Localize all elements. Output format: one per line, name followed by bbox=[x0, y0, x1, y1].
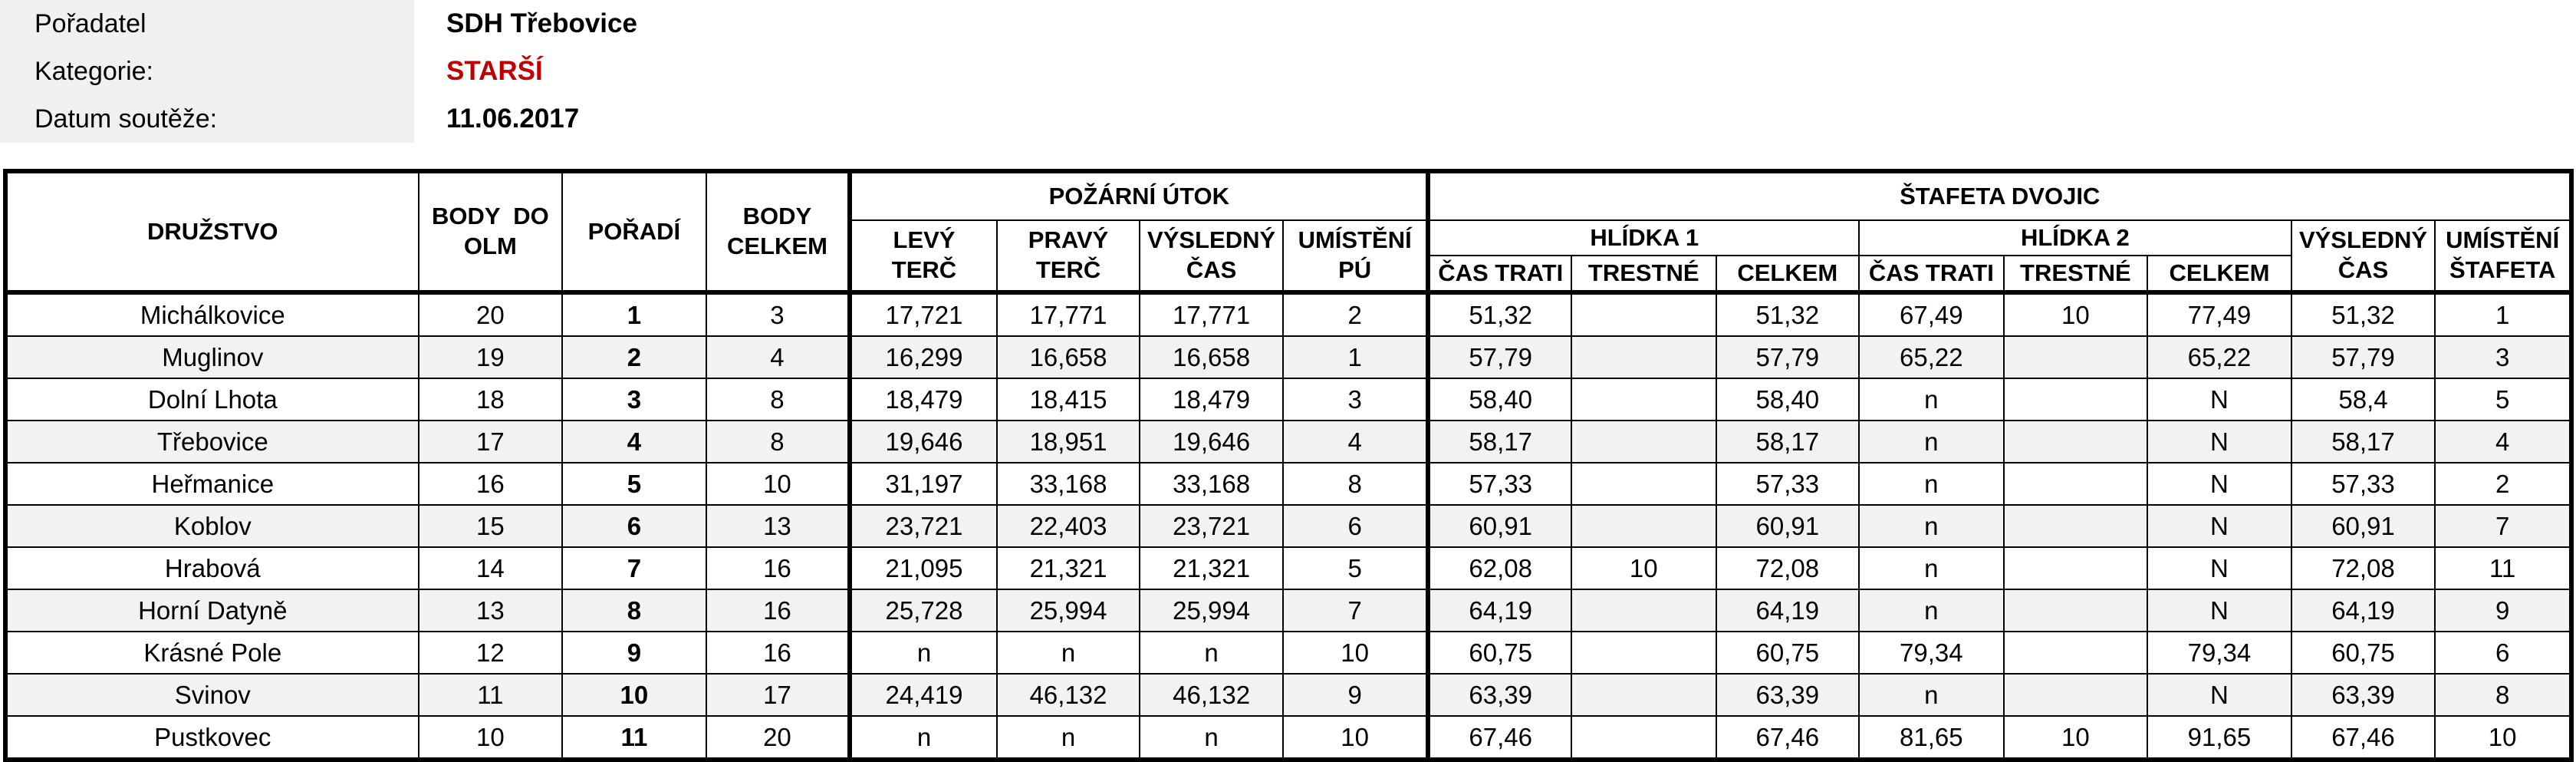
umisteni-pu-cell: 8 bbox=[1283, 463, 1429, 505]
h1-cas-trati-cell: 51,32 bbox=[1428, 292, 1571, 336]
h2-trestne-cell bbox=[2004, 463, 2148, 505]
stafeta-vysledny-cell: 67,46 bbox=[2291, 716, 2436, 760]
hlidka-1-header: HLÍDKA 1 bbox=[1428, 220, 1859, 256]
umisteni-stafeta-cell: 10 bbox=[2435, 716, 2571, 760]
body-olm-cell: 11 bbox=[419, 674, 563, 716]
umisteni-stafeta-line1: UMÍSTĚNÍ bbox=[2446, 226, 2560, 254]
team-cell: Koblov bbox=[5, 505, 419, 547]
results-body bbox=[5, 292, 2571, 760]
h2-cas-trati-cell: 67,49 bbox=[1859, 292, 2004, 336]
poradi-cell: 10 bbox=[562, 674, 706, 716]
umisteni-pu-cell: 10 bbox=[1283, 716, 1429, 760]
body-olm-cell: 15 bbox=[419, 505, 563, 547]
h1-celkem-cell: 67,46 bbox=[1716, 716, 1860, 760]
h1-celkem-cell: 57,79 bbox=[1716, 336, 1860, 378]
umisteni-stafeta-cell: 7 bbox=[2435, 505, 2571, 547]
team-cell: Svinov bbox=[5, 674, 419, 716]
hlidka-2-header: HLÍDKA 2 bbox=[1859, 220, 2291, 256]
umisteni-stafeta-cell: 8 bbox=[2435, 674, 2571, 716]
h1-trestne-cell bbox=[1571, 292, 1716, 336]
vysledny-cas-cell: 23,721 bbox=[1140, 505, 1283, 547]
h1-celkem-cell: 60,91 bbox=[1716, 505, 1860, 547]
body-celkem-line1: BODY bbox=[742, 203, 812, 230]
levy-terc-cell: 18,479 bbox=[850, 378, 997, 421]
table-row bbox=[5, 632, 2571, 674]
h1-cas-trati-cell: 67,46 bbox=[1428, 716, 1571, 760]
body-celkem-cell: 8 bbox=[706, 378, 850, 421]
body-celkem-cell: 16 bbox=[706, 547, 850, 589]
umisteni-stafeta-header bbox=[2435, 220, 2571, 292]
vysledny-cas-cell: 18,479 bbox=[1140, 378, 1283, 421]
h1-cas-trati-cell: 57,79 bbox=[1428, 336, 1571, 378]
team-cell: Horní Datyně bbox=[5, 589, 419, 632]
body-celkem-cell: 17 bbox=[706, 674, 850, 716]
h2-trestne-cell: 10 bbox=[2004, 292, 2148, 336]
h1-celkem-cell: 60,75 bbox=[1716, 632, 1860, 674]
body-olm-cell: 10 bbox=[419, 716, 563, 760]
h1-celkem-cell: 72,08 bbox=[1716, 547, 1860, 589]
h1-cas-trati-cell: 58,40 bbox=[1428, 378, 1571, 421]
vysledny-cas-line1: VÝSLEDNÝ bbox=[1147, 226, 1276, 254]
table-row bbox=[5, 589, 2571, 632]
stafeta-vysledny-cell: 60,91 bbox=[2291, 505, 2436, 547]
stafeta-vysledny-header bbox=[2291, 220, 2436, 292]
h1-cas-trati-cell: 64,19 bbox=[1428, 589, 1571, 632]
h1-trestne-cell bbox=[1571, 674, 1716, 716]
levy-terc-cell: 31,197 bbox=[850, 463, 997, 505]
team-cell: Pustkovec bbox=[5, 716, 419, 760]
levy-terc-cell: n bbox=[850, 632, 997, 674]
umisteni-pu-cell: 1 bbox=[1283, 336, 1429, 378]
umisteni-pu-header bbox=[1283, 220, 1429, 292]
h2-cas-trati-cell: 81,65 bbox=[1859, 716, 2004, 760]
h2-celkem-cell: 65,22 bbox=[2147, 336, 2291, 378]
body-olm-cell: 14 bbox=[419, 547, 563, 589]
poradi-cell: 7 bbox=[562, 547, 706, 589]
h1-celkem-cell: 63,39 bbox=[1716, 674, 1860, 716]
h2-trestne-cell bbox=[2004, 421, 2148, 463]
umisteni-pu-line1: UMÍSTĚNÍ bbox=[1298, 226, 1412, 254]
vysledny-cas-cell: 17,771 bbox=[1140, 292, 1283, 336]
poradi-cell: 9 bbox=[562, 632, 706, 674]
h2-celkem-cell: 79,34 bbox=[2147, 632, 2291, 674]
h2-cas-trati-cell: n bbox=[1859, 505, 2004, 547]
h2-trestne-cell bbox=[2004, 378, 2148, 421]
organizer-row bbox=[0, 0, 767, 48]
vysledny-cas-cell: 16,658 bbox=[1140, 336, 1283, 378]
h2-cas-trati-cell: 79,34 bbox=[1859, 632, 2004, 674]
results-table bbox=[3, 169, 2574, 762]
stafeta-vysledny-line2: ČAS bbox=[2337, 256, 2389, 283]
h2-cas-trati-cell: n bbox=[1859, 547, 2004, 589]
h2-cas-trati-cell: n bbox=[1859, 589, 2004, 632]
body-olm-cell: 20 bbox=[419, 292, 563, 336]
h1-celkem-cell: 64,19 bbox=[1716, 589, 1860, 632]
vysledny-cas-cell: 46,132 bbox=[1140, 674, 1283, 716]
table-row bbox=[5, 421, 2571, 463]
pravy-terc-cell: n bbox=[997, 716, 1140, 760]
umisteni-pu-cell: 4 bbox=[1283, 421, 1429, 463]
h1-cas-trati-cell: 60,91 bbox=[1428, 505, 1571, 547]
levy-terc-cell: 25,728 bbox=[850, 589, 997, 632]
umisteni-pu-cell: 5 bbox=[1283, 547, 1429, 589]
poradi-cell: 3 bbox=[562, 378, 706, 421]
team-cell: Krásné Pole bbox=[5, 632, 419, 674]
table-row bbox=[5, 463, 2571, 505]
h1-trestne-cell bbox=[1571, 378, 1716, 421]
umisteni-pu-cell: 6 bbox=[1283, 505, 1429, 547]
umisteni-stafeta-cell: 9 bbox=[2435, 589, 2571, 632]
h2-cas-trati-cell: n bbox=[1859, 674, 2004, 716]
h2-trestne-cell bbox=[2004, 674, 2148, 716]
h1-cas-trati-cell: 62,08 bbox=[1428, 547, 1571, 589]
table-row bbox=[5, 547, 2571, 589]
poradi-cell: 4 bbox=[562, 421, 706, 463]
umisteni-stafeta-cell: 2 bbox=[2435, 463, 2571, 505]
category-label: Kategorie: bbox=[0, 48, 414, 95]
body-olm-cell: 17 bbox=[419, 421, 563, 463]
levy-terc-line2: TERČ bbox=[891, 256, 957, 283]
h2-celkem-cell: N bbox=[2147, 547, 2291, 589]
stafeta-vysledny-cell: 57,33 bbox=[2291, 463, 2436, 505]
h2-cas-trati-cell: n bbox=[1859, 378, 2004, 421]
umisteni-pu-cell: 9 bbox=[1283, 674, 1429, 716]
h1-trestne-cell bbox=[1571, 463, 1716, 505]
body-celkem-cell: 20 bbox=[706, 716, 850, 760]
body-celkem-cell: 16 bbox=[706, 632, 850, 674]
body-celkem-line2: CELKEM bbox=[727, 233, 827, 259]
umisteni-stafeta-cell: 3 bbox=[2435, 336, 2571, 378]
poradi-cell: 5 bbox=[562, 463, 706, 505]
h1-trestne-cell bbox=[1571, 716, 1716, 760]
h2-celkem-cell: N bbox=[2147, 378, 2291, 421]
body-olm-cell: 19 bbox=[419, 336, 563, 378]
h1-trestne-cell bbox=[1571, 632, 1716, 674]
h1-celkem-cell: 58,17 bbox=[1716, 421, 1860, 463]
h2-trestne-cell: 10 bbox=[2004, 716, 2148, 760]
h2-trestne-cell bbox=[2004, 589, 2148, 632]
body-do-olm-header bbox=[419, 171, 563, 292]
team-cell: Muglinov bbox=[5, 336, 419, 378]
poradi-cell: 11 bbox=[562, 716, 706, 760]
poradi-header: POŘADÍ bbox=[562, 171, 706, 292]
h2-celkem-cell: 77,49 bbox=[2147, 292, 2291, 336]
levy-terc-cell: n bbox=[850, 716, 997, 760]
pozarni-utok-header: POŽÁRNÍ ÚTOK bbox=[850, 171, 1428, 220]
h1-trestne-cell bbox=[1571, 421, 1716, 463]
pravy-terc-line2: TERČ bbox=[1035, 256, 1101, 283]
stafeta-vysledny-cell: 63,39 bbox=[2291, 674, 2436, 716]
pravy-terc-cell: 21,321 bbox=[997, 547, 1140, 589]
table-row bbox=[5, 716, 2571, 760]
pravy-terc-cell: 17,771 bbox=[997, 292, 1140, 336]
h2-celkem-cell: N bbox=[2147, 505, 2291, 547]
umisteni-stafeta-line2: ŠTAFETA bbox=[2449, 256, 2556, 283]
category-row bbox=[0, 48, 767, 95]
h2-celkem-header: CELKEM bbox=[2147, 256, 2291, 292]
stafeta-vysledny-cell: 51,32 bbox=[2291, 292, 2436, 336]
h2-trestne-cell bbox=[2004, 505, 2148, 547]
pravy-terc-cell: 18,951 bbox=[997, 421, 1140, 463]
levy-terc-cell: 24,419 bbox=[850, 674, 997, 716]
body-celkem-cell: 13 bbox=[706, 505, 850, 547]
h1-trestne-cell: 10 bbox=[1571, 547, 1716, 589]
table-row bbox=[5, 674, 2571, 716]
pravy-terc-line1: PRAVÝ bbox=[1028, 226, 1109, 254]
levy-terc-cell: 23,721 bbox=[850, 505, 997, 547]
vysledny-cas-header bbox=[1140, 220, 1283, 292]
team-cell: Heřmanice bbox=[5, 463, 419, 505]
team-cell: Hrabová bbox=[5, 547, 419, 589]
stafeta-vysledny-cell: 58,4 bbox=[2291, 378, 2436, 421]
h1-cas-trati-header: ČAS TRATI bbox=[1428, 256, 1571, 292]
levy-terc-cell: 19,646 bbox=[850, 421, 997, 463]
table-row bbox=[5, 505, 2571, 547]
stafeta-vysledny-line1: VÝSLEDNÝ bbox=[2298, 226, 2428, 254]
organizer-label: Pořadatel bbox=[0, 0, 414, 48]
h1-celkem-cell: 57,33 bbox=[1716, 463, 1860, 505]
vysledny-cas-line2: ČAS bbox=[1186, 256, 1237, 283]
pravy-terc-cell: 33,168 bbox=[997, 463, 1140, 505]
pravy-terc-cell: 22,403 bbox=[997, 505, 1140, 547]
vysledny-cas-cell: 33,168 bbox=[1140, 463, 1283, 505]
h1-trestne-cell bbox=[1571, 589, 1716, 632]
poradi-cell: 2 bbox=[562, 336, 706, 378]
body-celkem-header bbox=[706, 171, 850, 292]
umisteni-stafeta-cell: 5 bbox=[2435, 378, 2571, 421]
stafeta-vysledny-cell: 72,08 bbox=[2291, 547, 2436, 589]
body-do-olm-line2: OLM bbox=[463, 233, 517, 259]
table-row bbox=[5, 336, 2571, 378]
h1-trestne-cell bbox=[1571, 505, 1716, 547]
body-celkem-cell: 8 bbox=[706, 421, 850, 463]
poradi-cell: 1 bbox=[562, 292, 706, 336]
vysledny-cas-cell: 21,321 bbox=[1140, 547, 1283, 589]
h2-cas-trati-cell: n bbox=[1859, 421, 2004, 463]
h1-cas-trati-cell: 57,33 bbox=[1428, 463, 1571, 505]
levy-terc-cell: 21,095 bbox=[850, 547, 997, 589]
h2-cas-trati-header: ČAS TRATI bbox=[1859, 256, 2004, 292]
levy-terc-cell: 16,299 bbox=[850, 336, 997, 378]
pravy-terc-cell: n bbox=[997, 632, 1140, 674]
body-olm-cell: 12 bbox=[419, 632, 563, 674]
body-olm-cell: 13 bbox=[419, 589, 563, 632]
h2-cas-trati-cell: n bbox=[1859, 463, 2004, 505]
date-row bbox=[0, 95, 767, 143]
h1-celkem-cell: 58,40 bbox=[1716, 378, 1860, 421]
category-value: STARŠÍ bbox=[446, 56, 543, 86]
umisteni-stafeta-cell: 1 bbox=[2435, 292, 2571, 336]
h2-trestne-cell bbox=[2004, 632, 2148, 674]
h1-cas-trati-cell: 63,39 bbox=[1428, 674, 1571, 716]
pravy-terc-cell: 46,132 bbox=[997, 674, 1140, 716]
h1-trestne-header: TRESTNÉ bbox=[1571, 256, 1716, 292]
body-celkem-cell: 16 bbox=[706, 589, 850, 632]
h1-celkem-header: CELKEM bbox=[1716, 256, 1860, 292]
stafeta-dvojic-header: ŠTAFETA DVOJIC bbox=[1428, 171, 2571, 220]
umisteni-stafeta-cell: 4 bbox=[2435, 421, 2571, 463]
h2-trestne-cell bbox=[2004, 547, 2148, 589]
umisteni-pu-line2: PÚ bbox=[1338, 256, 1372, 283]
levy-terc-cell: 17,721 bbox=[850, 292, 997, 336]
h1-cas-trati-cell: 60,75 bbox=[1428, 632, 1571, 674]
poradi-cell: 6 bbox=[562, 505, 706, 547]
table-row bbox=[5, 292, 2571, 336]
levy-terc-header bbox=[850, 220, 997, 292]
stafeta-vysledny-cell: 57,79 bbox=[2291, 336, 2436, 378]
levy-terc-line1: LEVÝ bbox=[893, 226, 956, 254]
stafeta-vysledny-cell: 60,75 bbox=[2291, 632, 2436, 674]
pravy-terc-header bbox=[997, 220, 1140, 292]
date-label: Datum soutěže: bbox=[0, 95, 414, 143]
h2-celkem-cell: 91,65 bbox=[2147, 716, 2291, 760]
team-header: DRUŽSTVO bbox=[5, 171, 419, 292]
stafeta-vysledny-cell: 64,19 bbox=[2291, 589, 2436, 632]
body-olm-cell: 18 bbox=[419, 378, 563, 421]
h1-celkem-cell: 51,32 bbox=[1716, 292, 1860, 336]
poradi-cell: 8 bbox=[562, 589, 706, 632]
body-do-olm-line1: BODY DO bbox=[431, 203, 549, 230]
h2-trestne-header: TRESTNÉ bbox=[2004, 256, 2148, 292]
body-celkem-cell: 3 bbox=[706, 292, 850, 336]
table-row bbox=[5, 378, 2571, 421]
pravy-terc-cell: 16,658 bbox=[997, 336, 1140, 378]
stafeta-vysledny-cell: 58,17 bbox=[2291, 421, 2436, 463]
umisteni-stafeta-cell: 11 bbox=[2435, 547, 2571, 589]
umisteni-pu-cell: 7 bbox=[1283, 589, 1429, 632]
team-cell: Michálkovice bbox=[5, 292, 419, 336]
h1-cas-trati-cell: 58,17 bbox=[1428, 421, 1571, 463]
h2-celkem-cell: N bbox=[2147, 674, 2291, 716]
body-olm-cell: 16 bbox=[419, 463, 563, 505]
umisteni-pu-cell: 3 bbox=[1283, 378, 1429, 421]
h2-trestne-cell bbox=[2004, 336, 2148, 378]
vysledny-cas-cell: 25,994 bbox=[1140, 589, 1283, 632]
h2-cas-trati-cell: 65,22 bbox=[1859, 336, 2004, 378]
h2-celkem-cell: N bbox=[2147, 421, 2291, 463]
umisteni-stafeta-cell: 6 bbox=[2435, 632, 2571, 674]
pravy-terc-cell: 25,994 bbox=[997, 589, 1140, 632]
date-value: 11.06.2017 bbox=[446, 104, 580, 134]
umisteni-pu-cell: 10 bbox=[1283, 632, 1429, 674]
body-celkem-cell: 10 bbox=[706, 463, 850, 505]
organizer-value: SDH Třebovice bbox=[446, 8, 637, 38]
vysledny-cas-cell: n bbox=[1140, 716, 1283, 760]
body-celkem-cell: 4 bbox=[706, 336, 850, 378]
team-cell: Třebovice bbox=[5, 421, 419, 463]
h1-trestne-cell bbox=[1571, 336, 1716, 378]
vysledny-cas-cell: n bbox=[1140, 632, 1283, 674]
pravy-terc-cell: 18,415 bbox=[997, 378, 1140, 421]
h2-celkem-cell: N bbox=[2147, 589, 2291, 632]
vysledny-cas-cell: 19,646 bbox=[1140, 421, 1283, 463]
umisteni-pu-cell: 2 bbox=[1283, 292, 1429, 336]
team-cell: Dolní Lhota bbox=[5, 378, 419, 421]
h2-celkem-cell: N bbox=[2147, 463, 2291, 505]
